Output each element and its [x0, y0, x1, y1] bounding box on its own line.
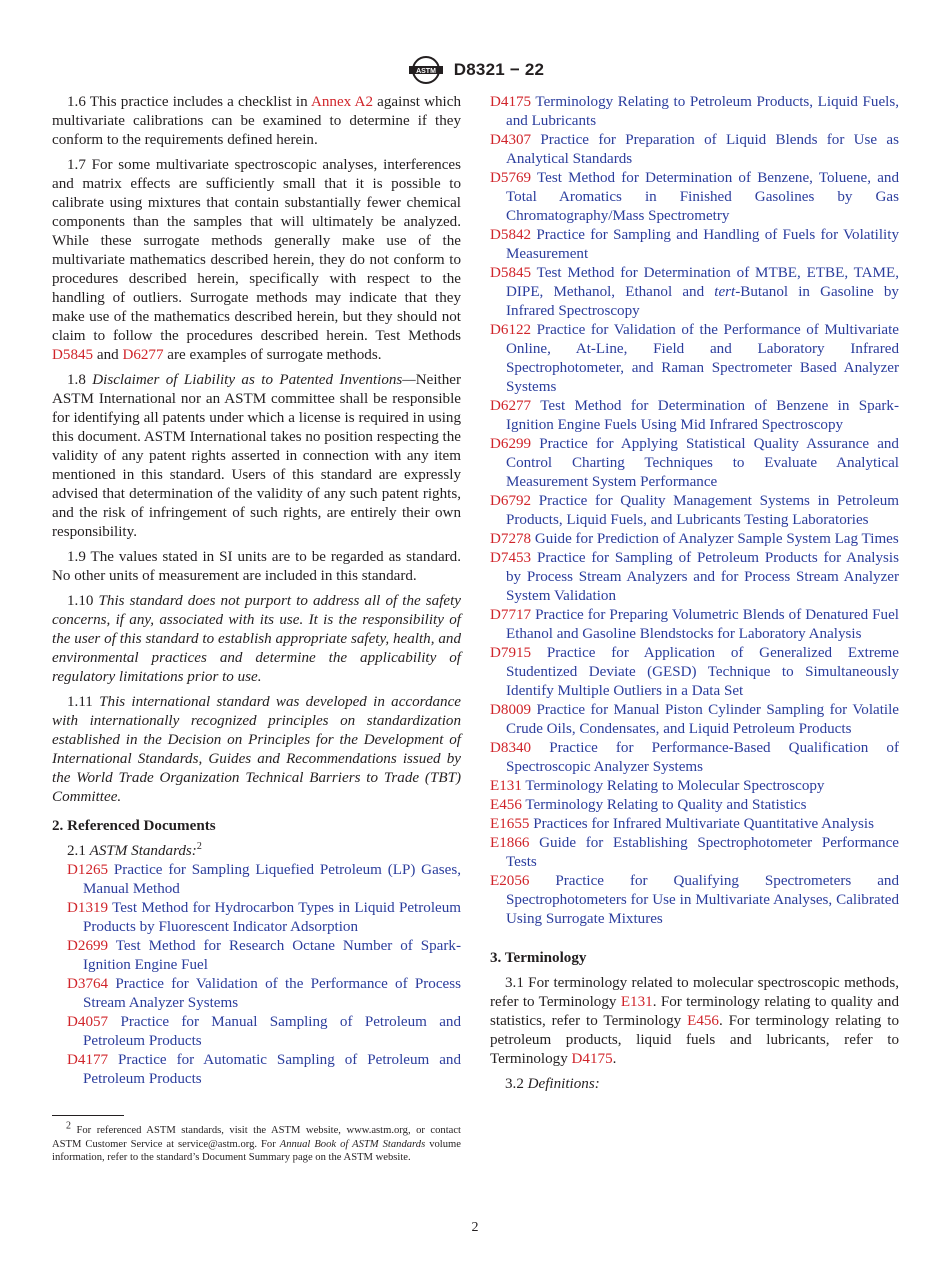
footnote-marker[interactable]: 2 — [196, 840, 202, 852]
reference-item[interactable]: D7915 Practice for Application of Generalized Extreme Studentized Deviate (GESD) Technique to Simultaneously Identify Multiple Outliers in a Data Set — [490, 645, 899, 699]
astm-logo-icon — [406, 56, 446, 84]
reference-item[interactable]: D6122 Practice for Validation of the Performance of Multivariate Online, At-Line, Field and Laboratory Infrared Spectrophotometer, and Raman Spectrometer Based Analyzer Systems — [490, 322, 899, 395]
reference-item[interactable]: D1319 Test Method for Hydrocarbon Types in Liquid Petroleum Products by Fluorescent Indicator Adsorption — [67, 900, 461, 935]
reference-item[interactable]: D2699 Test Method for Research Octane Number of Spark-Ignition Engine Fuel — [67, 938, 461, 973]
d5845-link[interactable]: D5845 — [52, 347, 94, 363]
reference-item[interactable]: D4175 Terminology Relating to Petroleum Products, Liquid Fuels, and Lubricants — [490, 94, 899, 129]
reference-item[interactable]: D5842 Practice for Sampling and Handling of Fuels for Volatility Measurement — [490, 227, 899, 262]
reference-item[interactable]: E2056 Practice for Qualifying Spectrometers and Spectrophotometers for Use in Multivariate Analyses, Calibrated Using Surrogate Mixtures — [490, 873, 899, 927]
paragraph-3-2: 3.2 Definitions: — [505, 1076, 600, 1092]
reference-item[interactable]: E1655 Practices for Infrared Multivariate Quantitative Analysis — [490, 816, 874, 832]
reference-item[interactable]: D7717 Practice for Preparing Volumetric Blends of Denatured Fuel Ethanol and Gasoline Blendstocks for Laboratory Analysis — [490, 607, 899, 642]
reference-item[interactable]: E456 Terminology Relating to Quality and Statistics — [490, 797, 807, 813]
footnote-divider — [52, 1115, 124, 1116]
paragraph-1-11: 1.11 This international standard was developed in accordance with internationally recognized principles on standardization established in the Decision on Principles for the Development of International Standards, Guides and Recommendations issued by the World Trade Organization Technical Barriers to Trade (TBT) Committee. — [52, 694, 461, 805]
reference-item[interactable]: D6792 Practice for Quality Management Systems in Petroleum Products, Liquid Fuels, and Lubricants Testing Laboratories — [490, 493, 900, 528]
reference-item[interactable]: D7453 Practice for Sampling of Petroleum Products for Analysis by Process Stream Analyzers and for Process Stream Analyzer System Validation — [490, 550, 899, 604]
reference-item[interactable]: D4057 Practice for Manual Sampling of Petroleum and Petroleum Products — [67, 1014, 461, 1049]
section-heading-terminology: 3. Terminology — [490, 950, 587, 966]
reference-item[interactable]: D6299 Practice for Applying Statistical Quality Assurance and Control Charting Techniques to Evaluate Analytical Measurement System Performance — [490, 436, 899, 490]
paragraph-1-8: 1.8 Disclaimer of Liability as to Patented Inventions—Neither ASTM International nor an ASTM committee shall be responsible for identifying all patents under which a license is required in using this document. ASTM International takes no position respecting the validity of any patent rights asserted in connection with any item mentioned in this standard. Users of this standard are expressly advised that determination of the validity of any such patent rights, and the risk of infringement of such rights, are entirely their own responsibility. — [52, 372, 461, 540]
reference-item[interactable]: D5845 Test Method for Determination of MTBE, ETBE, TAME, DIPE, Methanol, Ethanol and tert-Butanol in Gasoline by Infrared Spectroscopy — [490, 265, 899, 319]
reference-item[interactable]: E131 Terminology Relating to Molecular Spectroscopy — [490, 778, 825, 794]
reference-item[interactable]: D1265 Practice for Sampling Liquefied Petroleum (LP) Gases, Manual Method — [67, 862, 461, 897]
footnote-2: $^2$ For referenced ASTM standards, visit the ASTM website, www.astm.org, or contact ASTM Customer Service at service@astm.org. For Annual Book of ASTM Standards volume information, refer to the standard’s Document Summary page on the ASTM website. — [52, 1120, 461, 1163]
right-column — [490, 93, 899, 1100]
paragraph-2-1: 2.1 ASTM Standards:$^2$ — [67, 840, 202, 859]
reference-item[interactable]: D4177 Practice for Automatic Sampling of Petroleum and Petroleum Products — [67, 1052, 461, 1087]
d6277-link[interactable]: D6277 — [122, 347, 164, 363]
e131-link[interactable]: E131 — [620, 994, 653, 1010]
reference-item[interactable]: D4307 Practice for Preparation of Liquid Blends for Use as Analytical Standards — [490, 132, 899, 167]
reference-item[interactable]: D8009 Practice for Manual Piston Cylinder Sampling for Volatile Crude Oils, Condensates, and Liquid Petroleum Products — [490, 702, 899, 737]
left-column — [52, 93, 461, 1165]
svg-text:ASTM: ASTM — [415, 68, 436, 75]
d4175-link[interactable]: D4175 — [571, 1051, 613, 1067]
reference-item[interactable]: D5769 Test Method for Determination of Benzene, Toluene, and Total Aromatics in Finished Gasolines by Gas Chromatography/Mass Spectrometry — [490, 170, 899, 224]
document-id: D8321 − 22 — [453, 60, 545, 79]
reference-item[interactable]: E1866 Guide for Establishing Spectrophotometer Performance Tests — [490, 835, 899, 870]
paragraph-1-9: 1.9 The values stated in SI units are to be regarded as standard. No other units of measurement are included in this standard. — [52, 549, 461, 584]
reference-list-right — [490, 93, 899, 929]
page-header — [0, 56, 950, 86]
paragraph-3-1: 3.1 For terminology related to molecular spectroscopic methods, refer to Terminology E131. For terminology relating to quality and statistics, refer to Terminology E456. For terminology relating to petroleum products, liquid fuels and lubricants, refer to Terminology D4175. — [490, 975, 899, 1067]
reference-item[interactable]: D8340 Practice for Performance-Based Qualification of Spectroscopic Analyzer Systems — [490, 740, 899, 775]
e456-link[interactable]: E456 — [687, 1013, 719, 1029]
paragraph-1-6: 1.6 This practice includes a checklist in Annex A2 against which multivariate calibrations can be examined to determine if they conform to the requirements defined herein. — [52, 94, 461, 148]
page-number: 2 — [471, 1220, 479, 1235]
paragraph-1-7: 1.7 For some multivariate spectroscopic analyses, interferences and matrix effects are sufficiently small that it is possible to calibrate using mixtures that contain substantially fewer chemical components than the samples that will ultimately be analyzed. While these surrogate methods generally make use of the multivariate mathematics described herein, they do not conform to procedures described herein, specifically with respect to the handling of outliers. Surrogate methods may indicate that they make use of the mathematics described herein, but they should not claim to follow the procedures described herein. Test Methods D5845 and D6277 are examples of surrogate methods. — [52, 157, 461, 363]
paragraph-1-10: 1.10 This standard does not purport to address all of the safety concerns, if any, associated with its use. It is the responsibility of the user of this standard to establish appropriate safety, health, and environmental practices and determine the applicability of regulatory limitations prior to use. — [52, 593, 462, 685]
annex-a2-link[interactable]: Annex A2 — [310, 94, 373, 110]
reference-item[interactable]: D3764 Practice for Validation of the Performance of Process Stream Analyzer Systems — [67, 976, 461, 1011]
reference-item[interactable]: D7278 Guide for Prediction of Analyzer Sample System Lag Times — [490, 531, 899, 547]
reference-item[interactable]: D6277 Test Method for Determination of Benzene in Spark-Ignition Engine Fuels Using Mid Infrared Spectroscopy — [490, 398, 899, 433]
reference-list-left — [52, 861, 461, 1089]
section-heading-referenced-documents: 2. Referenced Documents — [52, 818, 216, 834]
